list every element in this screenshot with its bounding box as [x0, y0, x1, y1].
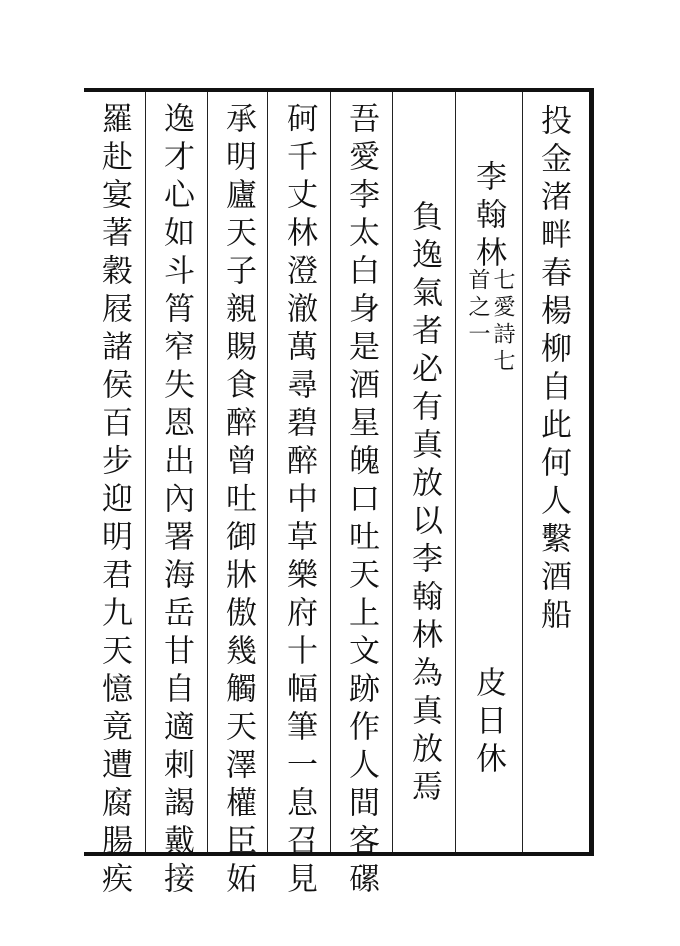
column-rule — [267, 92, 268, 852]
text-column-6: 承明廬天子親賜食醉曾吐御牀傲幾觸天澤權臣妬 — [220, 102, 256, 900]
poem-title: 李翰林 — [470, 160, 506, 274]
column-rule — [455, 92, 456, 852]
text-column-8: 羅赴宴著穀屐諸侯百步迎明君九天憶竟遭腐腸疾 — [96, 102, 132, 900]
frame-top-border — [84, 88, 594, 92]
preface-column: 負逸氣者必有真放以李翰林為真放焉 — [406, 200, 442, 808]
text-column-4: 吾愛李太白身是酒星魄口吐天上文跡作人間客磥 — [343, 102, 379, 900]
author-name: 皮日休 — [470, 666, 506, 780]
column-rule — [392, 92, 393, 852]
column-rule — [522, 92, 523, 852]
column-rule — [207, 92, 208, 852]
column-rule — [145, 92, 146, 852]
title-note-1: 七愛詩七 — [490, 268, 515, 376]
text-column-5: 砢千丈林澄澈萬尋碧醉中草樂府十幅筆一息召見 — [281, 102, 317, 900]
column-rule — [330, 92, 331, 852]
title-note-2: 首之一 — [465, 268, 490, 349]
frame-right-border — [589, 88, 594, 856]
text-column-7: 逸才心如斗筲窄失恩出內署海岳甘自適刺謁戴接 — [158, 102, 194, 900]
text-column-1: 投金渚畔春楊柳自此何人繫酒船 — [535, 104, 571, 636]
